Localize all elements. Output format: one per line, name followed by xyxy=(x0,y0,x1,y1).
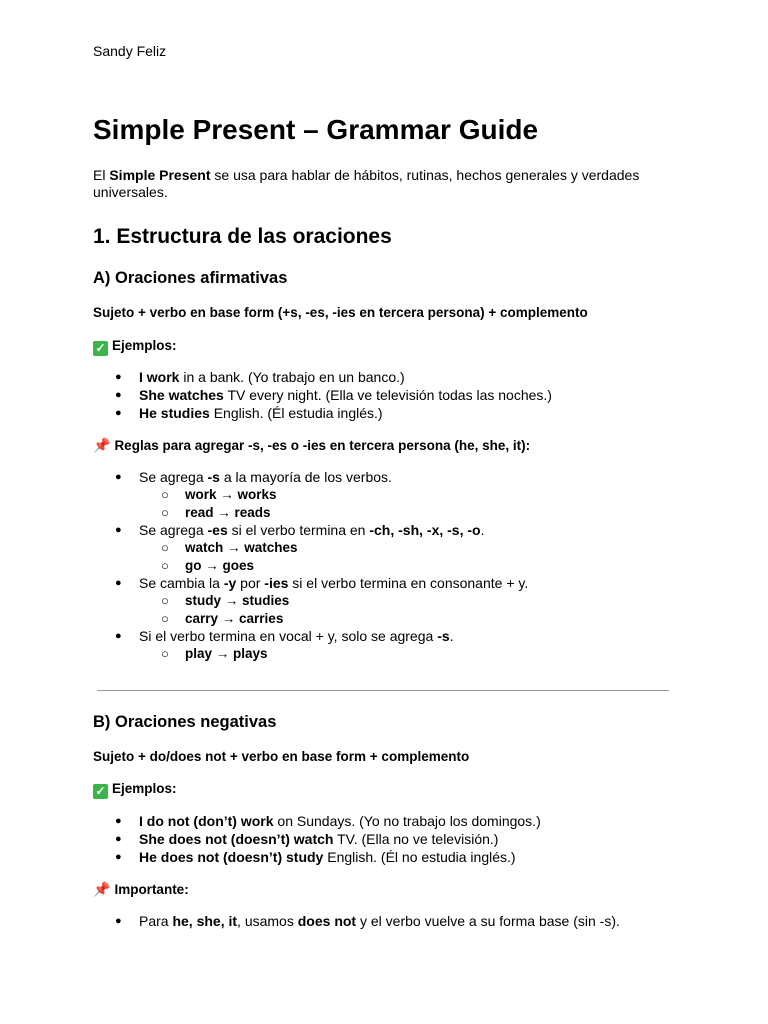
sub-item xyxy=(93,645,693,663)
important-text: Para xyxy=(139,913,173,929)
sub-text: carry → carries xyxy=(185,610,284,626)
negative-examples-label xyxy=(93,781,177,799)
affirmative-formula: Sujeto + verbo en base form (+s, -es, -ies en tercera persona) + complemento xyxy=(93,305,588,320)
affirmative-heading: A) Oraciones afirmativas xyxy=(93,269,288,287)
sub-item xyxy=(93,592,693,610)
circle-bullet: ○ xyxy=(161,593,169,608)
rule-text: si el verbo termina en consonante + y. xyxy=(288,575,529,591)
example-rest: in a bank. (Yo trabajo en un banco.) xyxy=(179,369,405,385)
check-mark-icon: ✓ xyxy=(93,784,108,799)
intro-post: se usa para hablar de hábitos, rutinas, hechos generales y verdades universales. xyxy=(93,167,640,200)
bullet: ● xyxy=(115,471,122,483)
rule-text: Se agrega xyxy=(139,522,208,538)
affirmative-examples-list xyxy=(93,368,693,422)
important-bold: he, she, it xyxy=(172,913,238,929)
circle-bullet: ○ xyxy=(161,540,169,555)
rule-sublist xyxy=(139,539,693,574)
rule-item xyxy=(93,468,693,521)
rule-text: . xyxy=(449,628,454,644)
sub-item xyxy=(93,504,693,522)
rule-item xyxy=(93,574,693,627)
rule-sublist xyxy=(139,645,693,663)
list-item xyxy=(93,386,693,404)
rule-sublist xyxy=(139,486,693,521)
sub-text: play → plays xyxy=(185,646,268,661)
examples-label-text: Ejemplos: xyxy=(112,781,177,796)
negative-heading: B) Oraciones negativas xyxy=(93,713,277,731)
example-rest: English. (Él estudia inglés.) xyxy=(209,405,383,421)
intro-pre: El xyxy=(93,167,110,183)
rules-label-text: Reglas para agregar -s, -es o -ies en tercera persona (he, she, it): xyxy=(114,438,531,453)
bullet: ● xyxy=(115,577,122,589)
affirmative-examples-label xyxy=(93,338,177,356)
check-mark-icon: ✓ xyxy=(93,341,108,356)
important-label xyxy=(93,881,189,898)
rule-text: Se cambia la xyxy=(139,575,224,591)
sub-text: study → studies xyxy=(185,593,290,608)
bullet: ● xyxy=(115,630,122,642)
sub-item xyxy=(93,557,693,575)
sub-text: go → goes xyxy=(185,557,255,573)
rule-text: a la mayoría de los verbos. xyxy=(219,469,392,485)
important-bold: does not xyxy=(297,913,357,929)
list-item xyxy=(93,848,693,866)
bullet: ● xyxy=(115,851,122,863)
horizontal-rule xyxy=(97,690,669,691)
important-text: , usamos xyxy=(237,913,298,929)
rule-bold: -s xyxy=(437,628,450,644)
example-rest: on Sundays. (Yo no trabajo los domingos.) xyxy=(273,813,541,829)
example-bold: I do not (don’t) work xyxy=(139,813,274,829)
bullet: ● xyxy=(115,815,122,827)
negative-examples-list xyxy=(93,812,693,866)
circle-bullet: ○ xyxy=(161,487,169,502)
bullet: ● xyxy=(115,389,122,401)
list-item xyxy=(93,830,693,848)
list-item xyxy=(93,812,693,830)
circle-bullet: ○ xyxy=(161,610,169,626)
rule-text: por xyxy=(236,575,265,591)
rules-label xyxy=(93,437,530,454)
bullet: ● xyxy=(115,371,122,383)
section-heading: 1. Estructura de las oraciones xyxy=(93,225,392,248)
sub-text: read → reads xyxy=(185,504,271,520)
rule-item xyxy=(93,627,693,663)
example-rest: English. (Él no estudia inglés.) xyxy=(323,849,516,865)
bullet: ● xyxy=(115,524,122,536)
examples-label-text: Ejemplos: xyxy=(112,338,177,353)
example-bold: She does not (doesn’t) watch xyxy=(139,831,334,847)
sub-item xyxy=(93,539,693,557)
rule-item xyxy=(93,521,693,574)
bullet: ● xyxy=(115,915,122,927)
example-rest: TV every night. (Ella ve televisión todas las noches.) xyxy=(223,387,552,403)
circle-bullet: ○ xyxy=(161,557,169,573)
rule-bold: -s xyxy=(207,469,220,485)
example-bold: He does not (doesn’t) study xyxy=(139,849,324,865)
sub-text: watch → watches xyxy=(185,540,298,555)
rules-list xyxy=(93,468,693,663)
rule-sublist xyxy=(139,592,693,627)
important-list xyxy=(93,912,693,930)
author-name: Sandy Feliz xyxy=(93,43,167,59)
list-item xyxy=(93,404,693,422)
rule-bold: -ies xyxy=(264,575,289,591)
example-bold: I work xyxy=(139,369,180,385)
sub-item xyxy=(93,610,693,628)
sub-item xyxy=(93,486,693,504)
rule-text: Se agrega xyxy=(139,469,208,485)
important-text: y el verbo vuelve a su forma base (sin -s). xyxy=(356,913,620,929)
rule-text: si el verbo termina en xyxy=(227,522,370,538)
pushpin-icon: 📌 xyxy=(93,881,111,897)
list-item xyxy=(93,912,693,930)
negative-formula: Sujeto + do/does not + verbo en base form + complemento xyxy=(93,749,470,764)
bullet: ● xyxy=(115,407,122,419)
sub-text: work → works xyxy=(185,487,277,502)
rule-bold: -es xyxy=(207,522,228,538)
example-bold: He studies xyxy=(139,405,210,421)
example-rest: TV. (Ella no ve televisión.) xyxy=(333,831,499,847)
bullet: ● xyxy=(115,833,122,845)
rule-bold: -y xyxy=(223,575,237,591)
rule-bold: -ch, -sh, -x, -s, -o xyxy=(369,522,481,538)
circle-bullet: ○ xyxy=(161,646,169,661)
pushpin-icon: 📌 xyxy=(93,437,111,453)
example-bold: She watches xyxy=(139,387,224,403)
intro-bold: Simple Present xyxy=(109,167,211,183)
circle-bullet: ○ xyxy=(161,504,169,520)
page-title: Simple Present – Grammar Guide xyxy=(93,114,539,145)
important-label-text: Importante: xyxy=(114,882,189,897)
list-item xyxy=(93,368,693,386)
rule-text: . xyxy=(480,522,485,538)
intro-paragraph xyxy=(93,167,673,201)
rule-text: Si el verbo termina en vocal + y, solo se agrega xyxy=(139,628,438,644)
